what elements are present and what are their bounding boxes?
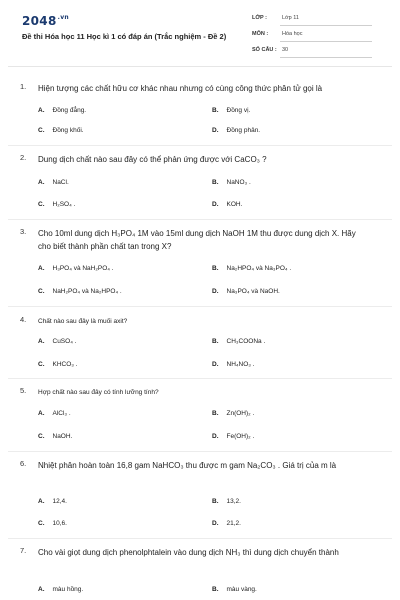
option-b[interactable]	[212, 498, 241, 505]
option-letter: A.	[38, 265, 45, 272]
option-text: H₃PO₄ và NaH₂PO₄ .	[52, 265, 114, 272]
question-divider	[8, 451, 392, 452]
question-number: 6.	[20, 459, 27, 468]
option-text: AlCl₃ .	[52, 410, 71, 417]
option-letter: C.	[38, 361, 45, 368]
option-a[interactable]	[38, 179, 69, 186]
question-number: 2.	[20, 153, 27, 162]
question-divider	[8, 378, 392, 379]
site-logo[interactable]	[22, 14, 69, 28]
option-text: Đồng đẳng.	[52, 107, 87, 114]
question-number: 5.	[20, 386, 27, 395]
option-c[interactable]	[38, 201, 75, 208]
option-letter: A.	[38, 498, 45, 505]
option-letter: C.	[38, 201, 45, 208]
option-d[interactable]	[212, 127, 260, 134]
option-text: 21,2.	[226, 520, 241, 527]
option-letter: D.	[212, 288, 219, 295]
option-d[interactable]	[212, 433, 254, 440]
option-b[interactable]	[212, 586, 257, 593]
option-a[interactable]	[38, 338, 76, 345]
question-text: Chất nào sau đây là muối axit?	[38, 318, 128, 325]
option-letter: D.	[212, 127, 219, 134]
logo-suffix: .vn	[57, 14, 69, 21]
meta-label: SỐ CÂU :	[252, 47, 277, 53]
option-d[interactable]	[212, 288, 280, 295]
question-number: 1.	[20, 82, 27, 91]
option-a[interactable]	[38, 498, 67, 505]
option-text: Na₂HPO₄ và Na₃PO₄ .	[226, 265, 292, 272]
question-text: Cho 10ml dung dịch H₃PO₄ 1M vào 15ml dung dịch NaOH 1M thu được dung dịch X. Hãy cho biết thành phần chất tan trong X?	[38, 229, 356, 251]
option-letter: B.	[212, 107, 219, 114]
option-text: NaCl.	[52, 179, 69, 186]
option-text: NH₄NO₃ .	[226, 361, 255, 368]
option-letter: B.	[212, 338, 219, 345]
meta-row-subject	[252, 30, 372, 46]
question-text: Hợp chất nào sau đây có tính lưỡng tính?	[38, 389, 159, 396]
option-text: Zn(OH)₂ .	[226, 410, 255, 417]
option-a[interactable]	[38, 107, 86, 114]
option-text: H₂SO₄ .	[52, 201, 76, 208]
option-c[interactable]	[38, 361, 78, 368]
meta-divider	[280, 41, 372, 42]
option-letter: B.	[212, 179, 219, 186]
option-letter: A.	[38, 410, 45, 417]
header	[0, 0, 400, 66]
option-c[interactable]	[38, 288, 122, 295]
question-divider	[8, 538, 392, 539]
option-text: NaNO₃ .	[226, 179, 251, 186]
question-number: 4.	[20, 315, 27, 324]
option-b[interactable]	[212, 338, 265, 345]
option-d[interactable]	[212, 201, 242, 208]
option-text: KOH.	[226, 201, 243, 208]
question-text: Hiện tượng các chất hữu cơ khác nhau nhưng có cùng công thức phân tử gọi là	[38, 84, 323, 93]
option-letter: B.	[212, 410, 219, 417]
option-text: 13,2.	[226, 498, 241, 505]
option-a[interactable]	[38, 410, 71, 417]
option-text: NaOH.	[52, 433, 73, 440]
option-letter: C.	[38, 433, 45, 440]
option-letter: A.	[38, 338, 45, 345]
page-title: Đề thi Hóa học 11 Học kì 1 có đáp án (Trắc nghiệm - Đề 2)	[22, 32, 227, 41]
option-letter: A.	[38, 107, 45, 114]
option-a[interactable]	[38, 265, 114, 272]
option-text: 12,4.	[52, 498, 67, 505]
meta-label: MÔN :	[252, 31, 269, 37]
option-text: Fe(OH)₂ .	[226, 433, 255, 440]
option-text: Đồng phân.	[226, 127, 261, 134]
option-d[interactable]	[212, 361, 255, 368]
option-text: 10,6.	[52, 520, 67, 527]
option-b[interactable]	[212, 410, 254, 417]
question-number: 7.	[20, 546, 27, 555]
question-text: Cho vài giọt dung dịch phenolphtalein vào dung dịch NH₃ thì dung dịch chuyển thành	[38, 548, 339, 557]
option-text: KHCO₃ .	[52, 361, 78, 368]
option-letter: A.	[38, 179, 45, 186]
question-divider	[8, 219, 392, 220]
question-number: 3.	[20, 227, 27, 236]
option-b[interactable]	[212, 265, 291, 272]
option-letter: B.	[212, 586, 219, 593]
option-b[interactable]	[212, 107, 250, 114]
option-text: NaH₂PO₄ và Na₂HPO₄ .	[52, 288, 122, 295]
option-letter: B.	[212, 265, 219, 272]
option-c[interactable]	[38, 433, 72, 440]
option-a[interactable]	[38, 586, 83, 593]
meta-row-count	[252, 46, 372, 62]
meta-value: Lớp 11	[282, 15, 299, 21]
meta-label: LỚP :	[252, 15, 267, 21]
question-divider	[8, 306, 392, 307]
option-c[interactable]	[38, 127, 84, 134]
question-text: Dung dịch chất nào sau đây có thể phản ứng được với CaCO₃ ?	[38, 155, 267, 164]
meta-row-class	[252, 14, 372, 30]
meta-divider	[280, 25, 372, 26]
option-text: Đồng khối.	[52, 127, 84, 134]
option-letter: C.	[38, 520, 45, 527]
option-d[interactable]	[212, 520, 241, 527]
logo-text: 2048	[22, 14, 57, 28]
option-letter: D.	[212, 520, 219, 527]
header-divider	[8, 66, 392, 67]
option-text: màu hồng.	[52, 586, 84, 593]
option-c[interactable]	[38, 520, 67, 527]
option-letter: C.	[38, 288, 45, 295]
option-b[interactable]	[212, 179, 251, 186]
meta-divider	[280, 57, 372, 58]
option-text: Đồng vị.	[226, 107, 251, 114]
question-divider	[8, 145, 392, 146]
meta-panel	[252, 14, 372, 62]
option-text: màu vàng.	[226, 586, 257, 593]
option-letter: D.	[212, 361, 219, 368]
option-text: CH₃COONa .	[226, 338, 266, 345]
option-letter: D.	[212, 433, 219, 440]
option-letter: B.	[212, 498, 219, 505]
meta-value: 30	[282, 47, 289, 53]
question-text: Nhiệt phân hoàn toàn 16,8 gam NaHCO₃ thu được m gam Na₂CO₃ . Giá trị của m là	[38, 461, 337, 470]
option-text: CuSO₄ .	[52, 338, 77, 345]
option-letter: A.	[38, 586, 45, 593]
option-text: Na₃PO₄ và NaOH.	[226, 288, 280, 295]
meta-value: Hóa học	[282, 31, 303, 37]
option-letter: D.	[212, 201, 219, 208]
option-letter: C.	[38, 127, 45, 134]
